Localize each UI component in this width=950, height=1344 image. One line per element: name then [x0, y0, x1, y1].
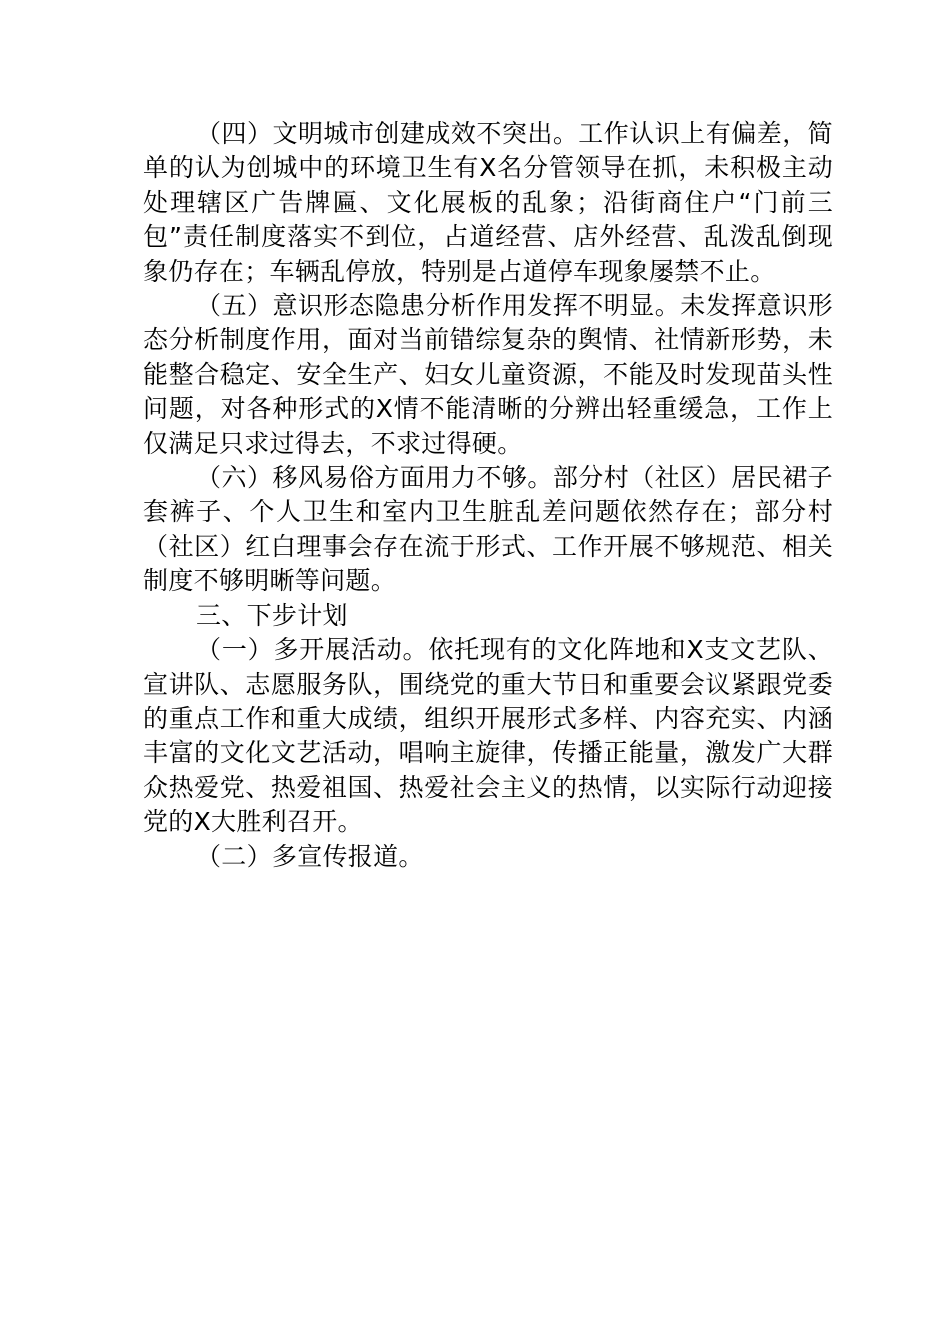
paragraph-more-publicity: （二）多宣传报道。: [196, 841, 424, 871]
paragraph-ideology-risk: （五）意识形态隐患分析作用发挥不明显。未发挥意识形态分析制度作用，面对当前错综复杂的舆情、社情新形势，未能整合稳定、安全生产、妇女儿童资源，不能及时发现苗头性问题，对各种形式的X情不能清晰的分辨出轻重缓急，工作上仅满足只求过得去，不求过得硬。: [143, 291, 833, 458]
paragraph-more-activities: （一）多开展活动。依托现有的文化阵地和X支文艺队、宣讲队、志愿服务队，围绕党的重大节日和重要会议紧跟党委的重点工作和重大成绩，组织开展形式多样、内容充实、内涵丰富的文化文艺活动，唱响主旋律，传播正能量，激发广大群众热爱党、热爱祖国、热爱社会主义的热情，以实际行动迎接党的X大胜利召开。: [143, 635, 833, 837]
section-heading-next-plan: 三、下步计划: [196, 600, 348, 630]
paragraph-civilized-city: （四）文明城市创建成效不突出。工作认识上有偏差，简单的认为创城中的环境卫生有X名分管领导在抓，未积极主动处理辖区广告牌匾、文化展板的乱象；沿街商住户“门前三包”责任制度落实不到位，占道经营、店外经营、乱泼乱倒现象仍存在；车辆乱停放，特别是占道停车现象屡禁不止。: [143, 119, 833, 286]
paragraph-customs-reform: （六）移风易俗方面用力不够。部分村（社区）居民裙子套裤子、个人卫生和室内卫生脏乱差问题依然存在；部分村（社区）红白理事会存在流于形式、工作开展不够规范、相关制度不够明晰等问题。: [143, 463, 833, 596]
document-page: [143, 117, 833, 874]
